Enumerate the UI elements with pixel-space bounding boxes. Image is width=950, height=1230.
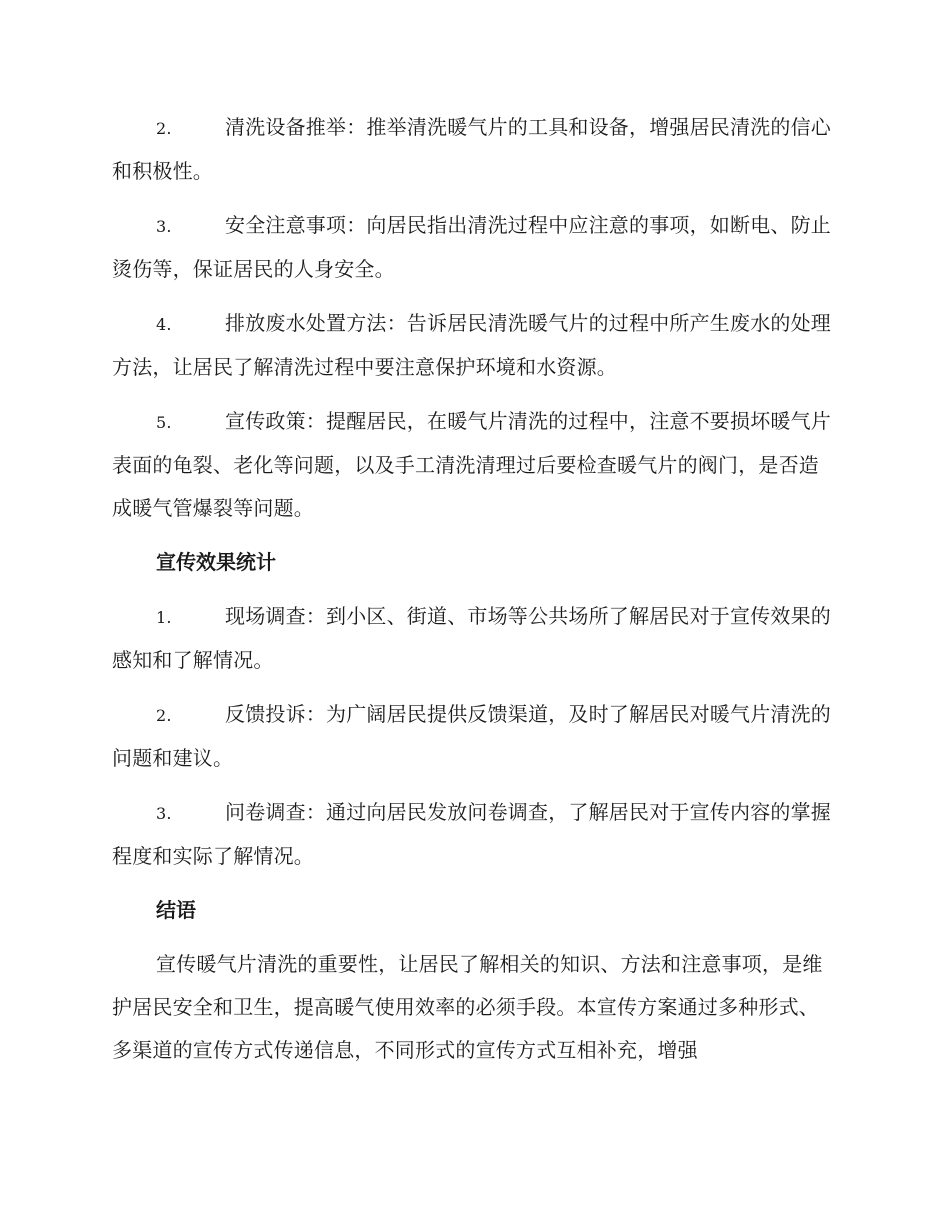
- list-item: [112, 106, 834, 193]
- list-number: 1.: [156, 608, 172, 627]
- list-text: 排放废水处置方法：告诉居民清洗暖气片的过程中所产生废水的处理方法，让居民了解清洗过程中要注意保护环境和水资源。: [112, 311, 831, 379]
- list-number: 2.: [156, 706, 172, 725]
- list-text: 清洗设备推举：推举清洗暖气片的工具和设备，增强居民清洗的信心和积极性。: [112, 115, 831, 183]
- list-text: 问卷调查：通过向居民发放问卷调查，了解居民对于宣传内容的掌握程度和实际了解情况。: [112, 800, 831, 868]
- document-page: [112, 106, 834, 1072]
- list-number: 2.: [156, 119, 172, 138]
- list-number: 4.: [156, 315, 172, 334]
- list-item: [112, 400, 834, 530]
- list-item: [112, 791, 834, 878]
- list-item: [112, 595, 834, 682]
- list-text: 反馈投诉：为广阔居民提供反馈渠道，及时了解居民对暖气片清洗的问题和建议。: [112, 702, 831, 770]
- list-text: 宣传政策：提醒居民，在暖气片清洗的过程中，注意不要损坏暖气片表面的龟裂、老化等问题，以及手工清洗清理过后要检查暖气片的阀门，是否造成暖气管爆裂等问题。: [112, 409, 831, 520]
- list-number: 3.: [156, 804, 172, 823]
- list-item: [112, 693, 834, 780]
- list-text: 现场调查：到小区、街道、市场等公共场所了解居民对于宣传效果的感知和了解情况。: [112, 604, 831, 672]
- list-text: 安全注意事项：向居民指出清洗过程中应注意的事项，如断电、防止烫伤等，保证居民的人身安全。: [112, 213, 831, 281]
- list-item: [112, 302, 834, 389]
- list-item: [112, 204, 834, 291]
- section-heading-stats: 宣传效果统计: [156, 550, 276, 574]
- list-number: 3.: [156, 217, 172, 236]
- list-number: 5.: [156, 413, 172, 432]
- section-heading-conclusion: 结语: [156, 898, 196, 922]
- conclusion-paragraph: 宣传暖气片清洗的重要性，让居民了解相关的知识、方法和注意事项，是维护居民安全和卫生，提高暖气使用效率的必须手段。本宣传方案通过多种形式、多渠道的宣传方式传递信息，不同形式的宣传方式互相补充，增强: [112, 952, 823, 1062]
